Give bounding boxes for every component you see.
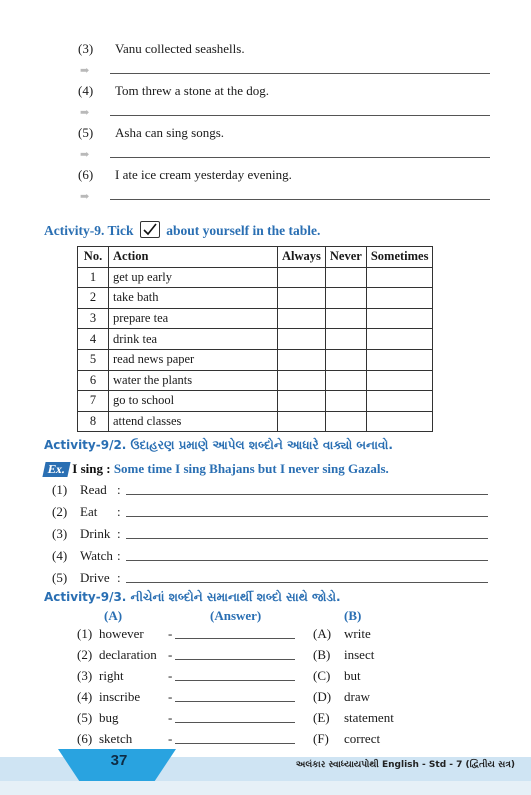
- always-cell[interactable]: [278, 411, 326, 432]
- a-number: (4): [77, 689, 93, 704]
- item-number: (4): [52, 548, 68, 563]
- dash: -: [168, 668, 173, 683]
- table-header-row: [78, 247, 433, 268]
- b-number: (E): [313, 710, 330, 725]
- a-word: sketch: [99, 731, 133, 746]
- answer-line[interactable]: [175, 659, 295, 660]
- b-number: (D): [313, 689, 332, 704]
- activity9-table: [77, 246, 433, 432]
- never-cell[interactable]: [325, 370, 366, 391]
- answer-line[interactable]: [110, 73, 490, 74]
- always-cell[interactable]: [278, 308, 326, 329]
- answer-line[interactable]: [175, 701, 295, 702]
- answer-line[interactable]: [126, 538, 488, 539]
- always-cell[interactable]: [278, 349, 326, 370]
- arrow-right-icon: ➡: [80, 107, 90, 119]
- never-cell[interactable]: [325, 349, 366, 370]
- item-sentence: Tom threw a stone at the dog.: [115, 83, 269, 98]
- answer-line[interactable]: [175, 743, 295, 744]
- example-sentence: Some time I sing Bhajans but I never sing Gazals.: [113, 461, 389, 476]
- b-number: (C): [313, 668, 331, 683]
- b-word: write: [344, 626, 371, 641]
- sometimes-cell[interactable]: [366, 411, 433, 432]
- row-action: take bath: [109, 288, 278, 309]
- item-word: Drive: [80, 570, 110, 585]
- a-word: however: [99, 626, 144, 641]
- item-number: (3): [52, 526, 68, 541]
- column-a-heading: (A): [104, 608, 123, 623]
- a-number: (5): [77, 710, 93, 725]
- row-number: 3: [78, 308, 109, 329]
- arrow-right-icon: ➡: [80, 65, 90, 77]
- always-cell[interactable]: [278, 267, 326, 288]
- answer-line[interactable]: [126, 494, 488, 495]
- never-cell[interactable]: [325, 391, 366, 412]
- answer-line[interactable]: [110, 115, 490, 116]
- col-header-sometimes: Sometimes: [366, 247, 433, 268]
- col-header-no: No.: [78, 247, 109, 268]
- never-cell[interactable]: [325, 411, 366, 432]
- table-row: [78, 288, 433, 309]
- a-word: bug: [99, 710, 119, 725]
- dash: -: [168, 689, 173, 704]
- a-word: declaration: [99, 647, 157, 662]
- item-number: (4): [78, 83, 94, 98]
- table-row: [78, 411, 433, 432]
- answer-line[interactable]: [175, 680, 295, 681]
- item-word: Read: [80, 482, 107, 497]
- always-cell[interactable]: [278, 329, 326, 350]
- answer-line[interactable]: [110, 199, 490, 200]
- activity9-3-title: Activity-9/3. નીચેનાં શબ્દોને સમાનાર્થી શબ્દો સાથે જોડો.: [44, 590, 341, 604]
- answer-line[interactable]: [126, 516, 488, 517]
- activity9-title: Activity-9. Tick about yourself in the table.: [44, 223, 321, 238]
- item-word: Eat: [80, 504, 98, 519]
- arrow-right-icon: ➡: [80, 191, 90, 203]
- answer-line[interactable]: [126, 582, 488, 583]
- item-sentence: I ate ice cream yesterday evening.: [115, 167, 292, 182]
- table-row: [78, 267, 433, 288]
- always-cell[interactable]: [278, 288, 326, 309]
- activity9-2-title: Activity-9/2. ઉદાહરણ પ્રમાણે આપેલ શબ્દોને આધારે વાક્યો બનાવો.: [44, 438, 393, 452]
- tick-box-icon: [140, 221, 160, 238]
- item-sentence: Asha can sing songs.: [115, 125, 225, 140]
- never-cell[interactable]: [325, 267, 366, 288]
- item-word: Watch: [80, 548, 113, 563]
- arrow-right-icon: ➡: [80, 149, 90, 161]
- item-number: (5): [52, 570, 68, 585]
- b-number: (F): [313, 731, 329, 746]
- row-number: 8: [78, 411, 109, 432]
- sometimes-cell[interactable]: [366, 391, 433, 412]
- item-number: (6): [78, 167, 94, 182]
- item-number: (1): [52, 482, 68, 497]
- answer-line[interactable]: [175, 638, 295, 639]
- item-word: Drink: [80, 526, 111, 541]
- col-header-always: Always: [278, 247, 326, 268]
- answer-line[interactable]: [126, 560, 488, 561]
- row-action: go to school: [109, 391, 278, 412]
- a-word: right: [99, 668, 124, 683]
- a-number: (2): [77, 647, 93, 662]
- sometimes-cell[interactable]: [366, 329, 433, 350]
- item-number: (3): [78, 41, 94, 56]
- row-action: prepare tea: [109, 308, 278, 329]
- b-number: (B): [313, 647, 331, 662]
- row-number: 5: [78, 349, 109, 370]
- always-cell[interactable]: [278, 391, 326, 412]
- col-header-never: Never: [325, 247, 366, 268]
- item-number: (2): [52, 504, 68, 519]
- sometimes-cell[interactable]: [366, 370, 433, 391]
- colon: :: [117, 504, 121, 519]
- never-cell[interactable]: [325, 288, 366, 309]
- answer-column-heading: (Answer): [210, 608, 262, 623]
- row-number: 6: [78, 370, 109, 391]
- row-number: 4: [78, 329, 109, 350]
- row-number: 2: [78, 288, 109, 309]
- check-icon: [141, 222, 159, 237]
- table-row: [78, 370, 433, 391]
- sometimes-cell[interactable]: [366, 308, 433, 329]
- col-header-action: Action: [109, 247, 278, 268]
- b-word: but: [344, 668, 361, 683]
- row-action: drink tea: [109, 329, 278, 350]
- sometimes-cell[interactable]: [366, 288, 433, 309]
- a-number: (1): [77, 626, 93, 641]
- table-row: [78, 391, 433, 412]
- bottom-strip: [0, 781, 531, 795]
- table-row: [78, 308, 433, 329]
- a-word: inscribe: [99, 689, 141, 704]
- answer-line[interactable]: [110, 157, 490, 158]
- never-cell[interactable]: [325, 329, 366, 350]
- always-cell[interactable]: [278, 370, 326, 391]
- b-word: draw: [344, 689, 370, 704]
- row-number: 7: [78, 391, 109, 412]
- colon: :: [117, 570, 121, 585]
- colon: :: [117, 548, 121, 563]
- colon: :: [117, 526, 121, 541]
- b-word: statement: [344, 710, 394, 725]
- example-subject: I sing :: [72, 461, 111, 476]
- never-cell[interactable]: [325, 308, 366, 329]
- row-action: attend classes: [109, 411, 278, 432]
- row-action: get up early: [109, 267, 278, 288]
- page-number: 37: [110, 752, 128, 769]
- a-number: (6): [77, 731, 93, 746]
- item-sentence: Vanu collected seashells.: [115, 41, 245, 56]
- table-row: [78, 349, 433, 370]
- column-b-heading: (B): [344, 608, 362, 623]
- row-action: water the plants: [109, 370, 278, 391]
- dash: -: [168, 626, 173, 641]
- answer-line[interactable]: [175, 722, 295, 723]
- dash: -: [168, 731, 173, 746]
- dash: -: [168, 710, 173, 725]
- row-number: 1: [78, 267, 109, 288]
- b-word: insect: [344, 647, 375, 662]
- book-title: અલંકાર સ્વાધ્યાયપોથી English - Std - 7 (દ્વિતીય સત્ર): [295, 760, 515, 770]
- table-row: [78, 329, 433, 350]
- example-line: [44, 461, 389, 477]
- colon: :: [117, 482, 121, 497]
- item-number: (5): [78, 125, 94, 140]
- sometimes-cell[interactable]: [366, 349, 433, 370]
- a-number: (3): [77, 668, 93, 683]
- row-action: read news paper: [109, 349, 278, 370]
- example-badge: Ex.: [42, 462, 70, 477]
- sometimes-cell[interactable]: [366, 267, 433, 288]
- b-number: (A): [313, 626, 332, 641]
- dash: -: [168, 647, 173, 662]
- b-word: correct: [344, 731, 381, 746]
